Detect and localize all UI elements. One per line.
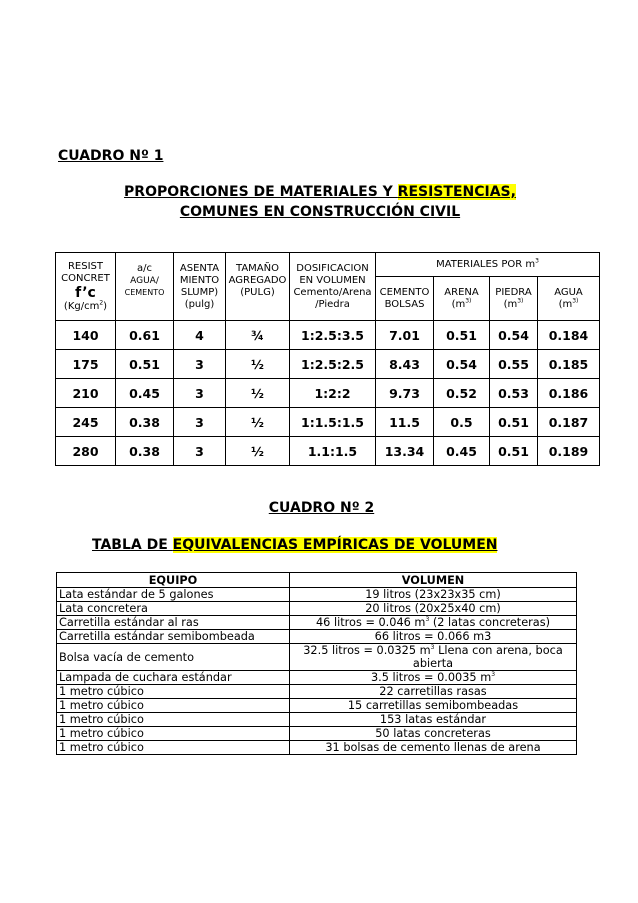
- table-cell: 0.54: [434, 350, 490, 379]
- header-asent-line4: (pulg): [184, 298, 215, 310]
- table-cell: 0.51: [490, 408, 538, 437]
- col-equipo-header: EQUIPO: [57, 573, 290, 588]
- table-cell: 245: [56, 408, 116, 437]
- volumen-text: 22 carretillas rasas: [379, 685, 487, 698]
- table-row: [56, 350, 600, 379]
- table-cell: 3: [174, 379, 226, 408]
- header-ac-line3: CEMENTO: [124, 288, 165, 297]
- header-arena-sup: 3): [465, 297, 472, 305]
- volumen-text: 19 litros (23x23x35 cm): [365, 588, 501, 601]
- header-dos-line4: /Piedra: [315, 298, 350, 310]
- table-row: [56, 437, 600, 466]
- header-ac: [116, 253, 174, 321]
- volumen-cell: [290, 671, 577, 685]
- table-cell: 0.45: [116, 379, 174, 408]
- volumen-sup: 3: [425, 616, 430, 624]
- header-resist-unit-sup: 2: [99, 299, 104, 307]
- table-row: [56, 321, 600, 350]
- volumen-cell: [290, 685, 577, 699]
- equipo-cell: 1 metro cúbico: [57, 699, 290, 713]
- table-cell: 8.43: [376, 350, 434, 379]
- header-piedra: [490, 277, 538, 321]
- volumen-cell: [290, 588, 577, 602]
- table-cell: 9.73: [376, 379, 434, 408]
- equipo-cell: 1 metro cúbico: [57, 741, 290, 755]
- table-cell: 0.186: [538, 379, 600, 408]
- table-row: [57, 713, 577, 727]
- header-asentamiento: [174, 253, 226, 321]
- table-cell: 0.51: [490, 437, 538, 466]
- cuadro1-label: CUADRO Nº 1: [58, 148, 164, 164]
- table-cell: 3: [174, 408, 226, 437]
- header-resist-unit-end: ): [103, 300, 108, 312]
- header-ac-line1: a/c: [137, 263, 152, 274]
- header-asent-line1: ASENTA: [179, 262, 220, 274]
- cuadro2-table: [56, 572, 577, 755]
- header-piedra-line1: PIEDRA: [495, 286, 532, 298]
- header-dosificacion: [290, 253, 376, 321]
- cuadro1-table: [55, 252, 600, 466]
- header-materiales-text: MATERIALES POR m: [436, 258, 536, 270]
- header-agua-line2: (m: [558, 298, 573, 310]
- table-cell: 0.187: [538, 408, 600, 437]
- table-cell: ½: [226, 437, 290, 466]
- table-cell: ½: [226, 350, 290, 379]
- table-cell: 11.5: [376, 408, 434, 437]
- volumen-text: 32.5 litros = 0.0325 m: [303, 644, 431, 657]
- volumen-cell: [290, 699, 577, 713]
- table-cell: 1:1.5:1.5: [290, 408, 376, 437]
- volumen-cell: [290, 630, 577, 644]
- header-agua-line1: AGUA: [554, 286, 583, 298]
- header-piedra-line2: (m: [503, 298, 518, 310]
- header-tam-line2: AGREGADO: [228, 275, 287, 286]
- volumen-cell: [290, 616, 577, 630]
- table-cell: 1:2.5:3.5: [290, 321, 376, 350]
- volumen-text-end: Llena con arena, boca abierta: [412, 644, 563, 670]
- table-row: [57, 630, 577, 644]
- header-dos-line3: Cemento/Arena: [293, 286, 372, 298]
- table-cell: ½: [226, 379, 290, 408]
- header-piedra-sup: 3): [517, 297, 524, 305]
- header-agua: [538, 277, 600, 321]
- header-asent-line2: MIENTO: [179, 274, 220, 286]
- table-cell: 0.189: [538, 437, 600, 466]
- table-cell: 0.51: [434, 321, 490, 350]
- cuadro1-title-part1: PROPORCIONES DE MATERIALES Y: [124, 184, 398, 200]
- header-tam-line1: TAMAÑO: [236, 263, 279, 274]
- volumen-text: 50 latas concreteras: [375, 727, 491, 740]
- header-arena-line2: (m: [451, 298, 466, 310]
- header-arena: [434, 277, 490, 321]
- volumen-text: 20 litros (20x25x40 cm): [365, 602, 501, 615]
- volumen-text-end: (2 latas concreteras): [429, 616, 551, 629]
- header-cemento: [376, 277, 434, 321]
- volumen-cell: [290, 602, 577, 616]
- volumen-text: 66 litros = 0.066 m3: [374, 630, 492, 643]
- table-row: [57, 699, 577, 713]
- table-cell: 1.1:1.5: [290, 437, 376, 466]
- table-row: [57, 588, 577, 602]
- table-cell: 140: [56, 321, 116, 350]
- equipo-cell: Carretilla estándar al ras: [57, 616, 290, 630]
- volumen-cell: [290, 713, 577, 727]
- cuadro1-title: [60, 182, 580, 222]
- volumen-cell: [290, 741, 577, 755]
- equipo-cell: Lampada de cuchara estándar: [57, 671, 290, 685]
- cuadro1-title-line2: COMUNES EN CONSTRUCCIÓN CIVIL: [179, 204, 461, 220]
- table-cell: 1:2:2: [290, 379, 376, 408]
- equipo-cell: Lata estándar de 5 galones: [57, 588, 290, 602]
- table-cell: 0.61: [116, 321, 174, 350]
- header-resist-fc: f’c: [75, 284, 96, 301]
- table-cell: 0.52: [434, 379, 490, 408]
- table-cell: 0.184: [538, 321, 600, 350]
- header-agua-sup: 3): [572, 297, 579, 305]
- equipo-cell: Bolsa vacía de cemento: [57, 644, 290, 671]
- col-volumen-header: VOLUMEN: [290, 573, 577, 588]
- table-row: [57, 644, 577, 671]
- table-cell: 3: [174, 350, 226, 379]
- table-cell: 3: [174, 437, 226, 466]
- table-row: [57, 616, 577, 630]
- volumen-sup: 3: [430, 644, 435, 652]
- table-cell: 1:2.5:2.5: [290, 350, 376, 379]
- volumen-text: 15 carretillas semibombeadas: [347, 699, 519, 712]
- header-tam-line3: (PULG): [240, 287, 275, 298]
- table-cell: 175: [56, 350, 116, 379]
- volumen-cell: [290, 727, 577, 741]
- equipo-cell: 1 metro cúbico: [57, 713, 290, 727]
- header-materiales-sup: 3: [535, 257, 539, 265]
- table-cell: 0.55: [490, 350, 538, 379]
- table-cell: 7.01: [376, 321, 434, 350]
- equipo-cell: 1 metro cúbico: [57, 727, 290, 741]
- table-cell: ¾: [226, 321, 290, 350]
- table-row: [57, 602, 577, 616]
- table-row: [57, 671, 577, 685]
- table-cell: 0.38: [116, 437, 174, 466]
- cuadro2-title: [92, 537, 497, 553]
- header-cemento-line1: CEMENTO: [379, 286, 430, 298]
- volumen-text: 3.5 litros = 0.0035 m: [370, 671, 492, 684]
- header-resist-line1: RESIST: [67, 260, 104, 272]
- header-resist: [56, 253, 116, 321]
- table-cell: 0.38: [116, 408, 174, 437]
- table-row: [56, 408, 600, 437]
- table-row: [56, 379, 600, 408]
- header-materiales: [376, 253, 600, 277]
- header-asent-line3: SLUMP): [180, 286, 219, 298]
- volumen-text: 46 litros = 0.046 m: [315, 616, 426, 629]
- volumen-cell: [290, 644, 577, 671]
- cuadro1-title-highlight: RESISTENCIAS,: [397, 184, 516, 200]
- equipo-cell: Carretilla estándar semibombeada: [57, 630, 290, 644]
- cuadro2-title-part1: TABLA DE: [92, 537, 173, 553]
- table-cell: 0.45: [434, 437, 490, 466]
- header-cemento-line2: BOLSAS: [384, 298, 425, 310]
- header-resist-line2: CONCRET: [61, 272, 110, 284]
- table-cell: ½: [226, 408, 290, 437]
- table-cell: 13.34: [376, 437, 434, 466]
- header-tamano: [226, 253, 290, 321]
- cuadro2-label: CUADRO Nº 2: [268, 500, 375, 516]
- header-ac-line2: AGUA/: [130, 276, 159, 286]
- cuadro2-title-highlight: EQUIVALENCIAS EMPÍRICAS DE VOLUMEN: [172, 537, 498, 553]
- header-resist-unit: (Kg/cm: [63, 300, 100, 312]
- equipo-cell: 1 metro cúbico: [57, 685, 290, 699]
- header-dos-line2: EN VOLUMEN: [299, 274, 366, 286]
- table-cell: 210: [56, 379, 116, 408]
- table-cell: 0.54: [490, 321, 538, 350]
- table-cell: 4: [174, 321, 226, 350]
- table-row: [57, 741, 577, 755]
- volumen-text: 153 latas estándar: [379, 713, 487, 726]
- table-row: [57, 727, 577, 741]
- volumen-sup: 3: [491, 671, 496, 679]
- table-cell: 0.5: [434, 408, 490, 437]
- table-cell: 0.53: [490, 379, 538, 408]
- table-cell: 0.185: [538, 350, 600, 379]
- table-row: [57, 685, 577, 699]
- volumen-text: 31 bolsas de cemento llenas de arena: [325, 741, 541, 754]
- table-cell: 0.51: [116, 350, 174, 379]
- header-dos-line1: DOSIFICACION: [296, 262, 369, 274]
- table-cell: 280: [56, 437, 116, 466]
- equipo-cell: Lata concretera: [57, 602, 290, 616]
- header-arena-line1: ARENA: [444, 286, 479, 298]
